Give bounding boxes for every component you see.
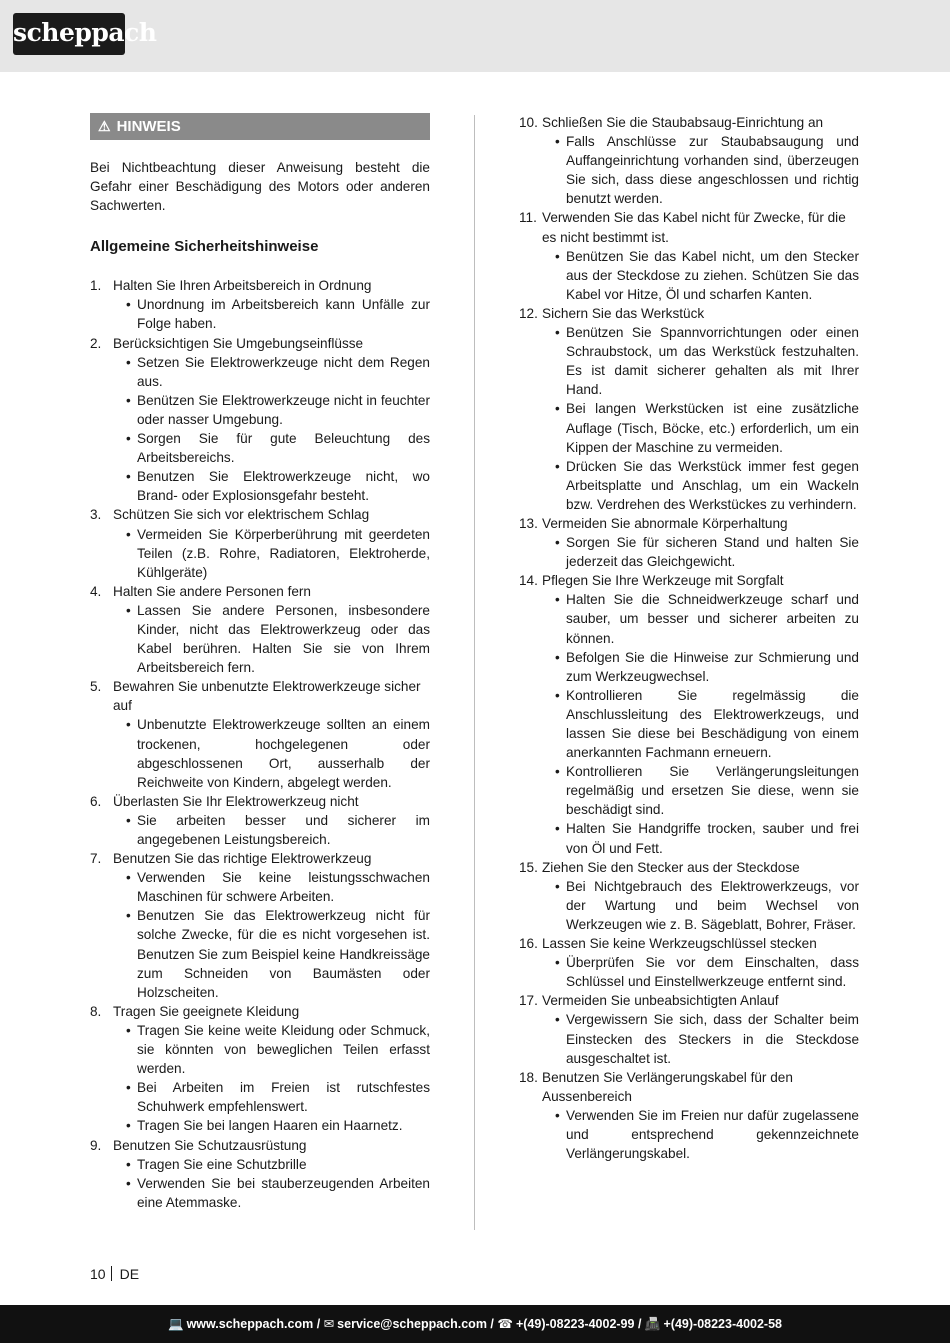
item-bullets <box>542 953 859 991</box>
bullet-item: • Sorgen Sie für gute Beleuchtung des Arbeitsbereichs. <box>126 429 430 467</box>
item-bullets <box>113 715 430 791</box>
safety-item <box>519 208 859 303</box>
bullet-item: • Verwenden Sie bei stauberzeugenden Arbeiten eine Atemmaske. <box>126 1174 430 1212</box>
item-title: Schließen Sie die Staubabsaug-Einrichtung an <box>542 115 824 130</box>
item-number: 9. <box>90 1137 102 1153</box>
page-language: DE <box>119 1266 140 1282</box>
bullet-item: • Halten Sie Handgriffe trocken, sauber und frei von Öl und Fett. <box>555 819 859 857</box>
safety-item <box>90 582 430 677</box>
item-number: 11. <box>519 210 537 226</box>
item-bullets <box>542 323 859 514</box>
item-number: 7. <box>90 851 102 867</box>
item-number: 14. <box>519 573 538 589</box>
safety-item <box>519 1068 859 1163</box>
column-divider <box>474 115 475 1230</box>
bullet-item: • Unordnung im Arbeitsbereich kann Unfälle zur Folge haben. <box>126 295 430 333</box>
item-title: Überlasten Sie Ihr Elektrowerkzeug nicht <box>113 793 359 809</box>
item-number: 10. <box>519 115 538 130</box>
section-title: Allgemeine Sicherheitshinweise <box>90 238 319 256</box>
page-number-divider <box>111 1266 112 1281</box>
item-bullets <box>113 525 430 582</box>
safety-list-right <box>519 113 859 1163</box>
item-number: 3. <box>90 507 102 523</box>
left-column <box>90 113 430 1212</box>
item-bullets <box>113 1155 430 1212</box>
safety-item <box>519 934 859 991</box>
safety-item <box>90 334 430 506</box>
safety-item <box>90 849 430 1002</box>
item-title: Ziehen Sie den Stecker aus der Steckdose <box>542 859 800 875</box>
safety-item <box>519 514 859 571</box>
bullet-item: • Verwenden Sie keine leistungsschwachen Maschinen für schwere Arbeiten. <box>126 868 430 906</box>
bullet-item: • Kontrollieren Sie Verlängerungsleitungen regelmäßig und ersetzen Sie diese, wenn sie beschädigt sind. <box>555 762 859 819</box>
safety-item <box>90 792 430 849</box>
item-title: Benutzen Sie Verlängerungskabel für den Aussenbereich <box>542 1069 793 1104</box>
fax-icon: 📠 <box>644 1317 661 1331</box>
item-title: Vermeiden Sie abnormale Körperhaltung <box>542 515 788 531</box>
footer-web[interactable]: www.scheppach.com <box>186 1317 314 1331</box>
safety-item <box>90 505 430 581</box>
bullet-item: • Sorgen Sie für sicheren Stand und halten Sie jederzeit das Gleichgewicht. <box>555 533 859 571</box>
item-title: Berücksichtigen Sie Umgebungseinflüsse <box>113 335 364 351</box>
bullet-item: • Befolgen Sie die Hinweise zur Schmierung und zum Werkzeugwechsel. <box>555 648 859 686</box>
item-title: Halten Sie Ihren Arbeitsbereich in Ordnung <box>113 278 372 294</box>
bullet-item: • Tragen Sie bei langen Haaren ein Haarnetz. <box>126 1116 430 1135</box>
footer-phone: +(49)-08223-4002-99 <box>515 1317 635 1331</box>
page-header <box>0 0 950 72</box>
item-title: Benutzen Sie Schutzausrüstung <box>113 1137 307 1153</box>
item-bullets <box>542 877 859 934</box>
footer-separator: / <box>490 1317 494 1331</box>
item-title: Vermeiden Sie unbeabsichtigten Anlauf <box>542 993 779 1009</box>
item-bullets <box>542 1010 859 1067</box>
notice-title: HINWEIS <box>116 118 181 135</box>
safety-item <box>519 113 859 208</box>
item-bullets <box>113 811 430 849</box>
bullet-item: • Tragen Sie eine Schutzbrille <box>126 1155 430 1174</box>
mail-icon: ✉ <box>323 1317 335 1331</box>
item-title: Tragen Sie geeignete Kleidung <box>113 1003 300 1019</box>
safety-item <box>519 304 859 514</box>
bullet-item: • Halten Sie die Schneidwerkzeuge scharf und sauber, um besser und sicherer arbeiten zu können. <box>555 590 859 647</box>
item-number: 15. <box>519 859 538 875</box>
item-bullets <box>113 295 430 333</box>
bullet-item: • Benützen Sie Spannvorrichtungen oder einen Schraubstock, um das Werkstück festzuhalten. Es ist damit sicherer gehalten als mit Ihrer Hand. <box>555 323 859 399</box>
page-number-value: 10 <box>90 1266 106 1282</box>
safety-item <box>90 677 430 792</box>
bullet-item: • Bei langen Werkstücken ist eine zusätzliche Auflage (Tisch, Böcke, etc.) erforderlich, um ein Kippen der Maschine zu vermeiden. <box>555 399 859 456</box>
item-title: Bewahren Sie unbenutzte Elektrowerkzeuge sicher auf <box>113 679 421 714</box>
item-bullets <box>542 1106 859 1163</box>
notice-text: Bei Nichtbeachtung dieser Anweisung besteht die Gefahr einer Beschädigung des Motors oder anderen Sachwerten. <box>90 160 430 214</box>
item-number: 8. <box>90 1003 102 1019</box>
bullet-item: • Überprüfen Sie vor dem Einschalten, dass Schlüssel und Einstellwerkzeuge entfernt sind. <box>555 953 859 991</box>
scheppach-logo: scheppach <box>13 13 125 55</box>
item-title: Pflegen Sie Ihre Werkzeuge mit Sorgfalt <box>542 573 784 589</box>
computer-icon: 💻 <box>168 1317 184 1331</box>
item-bullets <box>542 533 859 571</box>
safety-item <box>519 858 859 934</box>
item-title: Halten Sie andere Personen fern <box>113 583 311 599</box>
item-bullets <box>542 247 859 304</box>
bullet-item: • Setzen Sie Elektrowerkzeuge nicht dem Regen aus. <box>126 353 430 391</box>
item-bullets <box>113 353 430 506</box>
item-number: 2. <box>90 335 102 351</box>
safety-item <box>519 571 859 857</box>
bullet-item: • Drücken Sie das Werkstück immer fest gegen Arbeitsplatte und Anschlag, um ein Wackeln bzw. Verdrehen des Werkstückes zu verhindern. <box>555 457 859 514</box>
bullet-item: • Kontrollieren Sie regelmässig die Anschlussleitung des Elektrowerkzeugs, und lassen Sie diese bei Beschädigung von einem anerkannten Fachmann erneuern. <box>555 686 859 762</box>
notice-banner <box>90 113 430 140</box>
item-title: Lassen Sie keine Werkzeugschlüssel stecken <box>542 936 817 952</box>
item-number: 12. <box>519 305 538 321</box>
item-bullets <box>542 132 859 208</box>
safety-item <box>90 1002 430 1136</box>
bullet-item: • Benützen Sie Elektrowerkzeuge nicht in feuchter oder nasser Umgebung. <box>126 391 430 429</box>
page-number <box>90 1265 139 1283</box>
bullet-item: • Benützen Sie das Kabel nicht, um den Stecker aus der Steckdose zu ziehen. Schützen Sie das Kabel vor Hitze, Öl und scharfen Kanten. <box>555 247 859 304</box>
bullet-item: • Bei Arbeiten im Freien ist rutschfestes Schuhwerk empfehlenswert. <box>126 1078 430 1116</box>
item-number: 17. <box>519 993 538 1009</box>
item-bullets <box>542 590 859 857</box>
footer-separator: / <box>316 1317 321 1331</box>
footer-fax: +(49)-08223-4002-58 <box>663 1317 782 1331</box>
safety-item <box>90 276 430 333</box>
bullet-item: • Benutzen Sie Elektrowerkzeuge nicht, wo Brand- oder Explosionsgefahr besteht. <box>126 467 430 505</box>
page-footer <box>0 1305 950 1343</box>
right-column <box>519 113 859 1163</box>
item-number: 5. <box>90 679 102 695</box>
item-number: 13. <box>519 515 538 531</box>
item-bullets <box>113 601 430 677</box>
bullet-item: • Verwenden Sie im Freien nur dafür zugelassene und entsprechend gekennzeichnete Verlängerungskabel. <box>555 1106 859 1163</box>
item-title: Verwenden Sie das Kabel nicht für Zwecke, für die es nicht bestimmt ist. <box>542 210 846 245</box>
warning-triangle-icon: ⚠ <box>98 118 111 134</box>
phone-icon: ☎ <box>497 1317 513 1331</box>
safety-list-left <box>90 276 430 1212</box>
bullet-item: • Vergewissern Sie sich, dass der Schalter beim Einstecken des Steckers in die Steckdose ausgeschaltet ist. <box>555 1010 859 1067</box>
safety-item <box>90 1136 430 1212</box>
item-bullets <box>113 1021 430 1136</box>
item-number: 18. <box>519 1069 538 1085</box>
safety-item <box>519 991 859 1067</box>
item-number: 4. <box>90 583 102 599</box>
bullet-item: • Lassen Sie andere Personen, insbesondere Kinder, nicht das Elektrowerkzeug oder das Kabel berühren. Halten Sie sie von Ihrem Arbeitsbereich fern. <box>126 601 430 677</box>
bullet-item: • Falls Anschlüsse zur Staubabsaugung und Auffangeinrichtung vorhanden sind, überzeugen Sie sich, dass diese angeschlossen und richtig benutzt werden. <box>555 132 859 208</box>
bullet-item: • Benutzen Sie das Elektrowerkzeug nicht für solche Zwecke, für die es nicht vorgesehen ist. Benutzen Sie zum Beispiel keine Handkreissäge zum Schneiden von Baumästen oder Holzscheiten. <box>126 906 430 1001</box>
footer-separator: / <box>637 1317 642 1331</box>
item-bullets <box>113 868 430 1002</box>
bullet-item: • Bei Nichtgebrauch des Elektrowerkzeugs, vor der Wartung und beim Wechsel von Werkzeugen wie z. B. Sägeblatt, Bohrer, Fräser. <box>555 877 859 934</box>
bullet-item: • Unbenutzte Elektrowerkzeuge sollten an einem trockenen, hochgelegenen oder abgeschlossenen Ort, ausserhalb der Reichweite von Kindern, abgelegt werden. <box>126 715 430 791</box>
footer-email[interactable]: service@scheppach.com <box>337 1317 487 1331</box>
bullet-item: • Vermeiden Sie Körperberührung mit geerdeten Teilen (z.B. Rohre, Radiatoren, Elektroherde, Kühlgeräte) <box>126 525 430 582</box>
item-number: 6. <box>90 793 102 809</box>
item-title: Benutzen Sie das richtige Elektrowerkzeug <box>113 851 372 867</box>
item-title: Sichern Sie das Werkstück <box>542 305 705 321</box>
item-number: 1. <box>90 278 102 294</box>
bullet-item: • Sie arbeiten besser und sicherer im angegebenen Leistungsbereich. <box>126 811 430 849</box>
item-title: Schützen Sie sich vor elektrischem Schlag <box>113 507 370 523</box>
item-number: 16. <box>519 936 538 952</box>
bullet-item: • Tragen Sie keine weite Kleidung oder Schmuck, sie könnten von beweglichen Teilen erfasst werden. <box>126 1021 430 1078</box>
